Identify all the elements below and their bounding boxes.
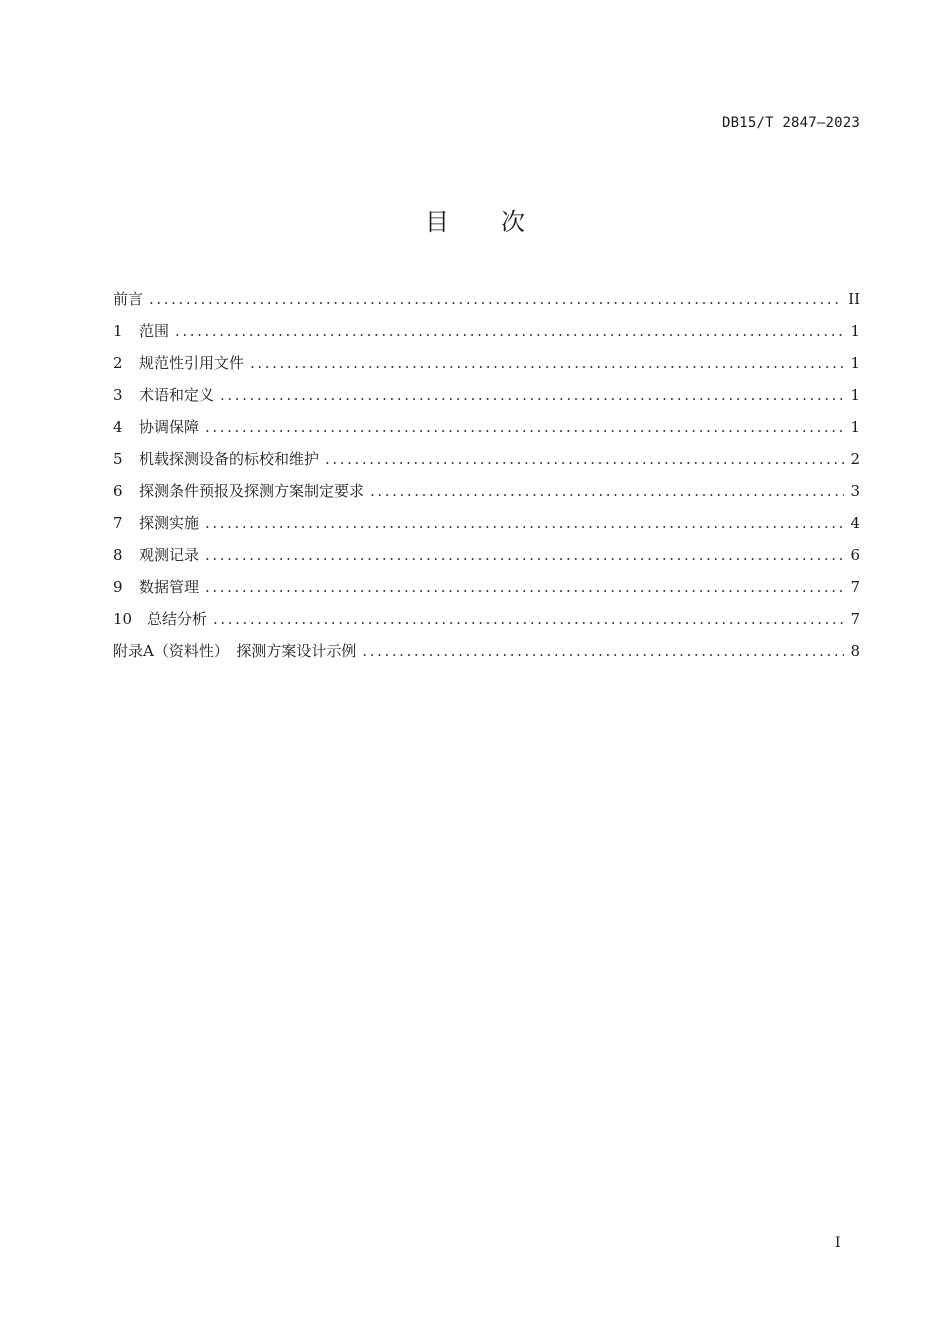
toc-entry-page: 1 xyxy=(850,386,860,404)
toc-entry-label: 协调保障 xyxy=(139,418,200,436)
toc-entry-page: 7 xyxy=(850,578,860,596)
toc-leader-dots xyxy=(205,510,844,536)
toc-entry-label: 规范性引用文件 xyxy=(139,354,245,372)
toc-title xyxy=(0,202,950,237)
toc-entry-foreword[interactable] xyxy=(113,286,860,318)
toc-leader-dots xyxy=(220,382,844,408)
toc-entry-label: 前言 xyxy=(113,290,144,308)
toc-entry-label: 范围 xyxy=(139,322,170,340)
toc-title-part2: 次 xyxy=(501,208,525,236)
toc-entry-label: 探测实施 xyxy=(139,514,200,532)
toc-entry-label: 术语和定义 xyxy=(139,386,215,404)
toc-entry-page: 3 xyxy=(850,482,860,500)
page-number: I xyxy=(835,1235,841,1251)
toc-entry-number: 2 xyxy=(113,354,123,372)
toc-entry-number: 3 xyxy=(113,386,123,404)
toc-leader-dots xyxy=(175,318,844,344)
toc-leader-dots xyxy=(149,286,842,312)
toc-leader-dots xyxy=(325,446,844,472)
standard-code: DB15/T 2847—2023 xyxy=(721,115,860,131)
toc-leader-dots xyxy=(250,350,844,376)
toc-entry-page: II xyxy=(848,290,860,308)
toc-entry-3[interactable] xyxy=(113,382,860,414)
toc-entry-6[interactable] xyxy=(113,478,860,510)
toc-entry-label: 探测条件预报及探测方案制定要求 xyxy=(139,482,365,500)
toc-entry-label: 附录A（资料性） 探测方案设计示例 xyxy=(113,642,357,660)
toc-entry-page: 8 xyxy=(850,642,860,660)
toc-entry-number: 6 xyxy=(113,482,123,500)
toc-entry-label: 数据管理 xyxy=(139,578,200,596)
toc-entry-number: 8 xyxy=(113,546,123,564)
toc-entry-label: 总结分析 xyxy=(147,610,208,628)
toc-entry-1[interactable] xyxy=(113,318,860,350)
toc-entry-label: 观测记录 xyxy=(139,546,200,564)
toc-entry-page: 4 xyxy=(850,514,860,532)
toc-entry-label: 机载探测设备的标校和维护 xyxy=(139,450,320,468)
toc-entry-5[interactable] xyxy=(113,446,860,478)
toc-list xyxy=(113,286,860,670)
toc-leader-dots xyxy=(205,414,844,440)
toc-leader-dots xyxy=(205,574,844,600)
toc-entry-number: 9 xyxy=(113,578,123,596)
toc-entry-number: 4 xyxy=(113,418,123,436)
toc-entry-7[interactable] xyxy=(113,510,860,542)
toc-entry-page: 2 xyxy=(850,450,860,468)
toc-entry-number: 10 xyxy=(113,610,133,628)
toc-leader-dots xyxy=(370,478,844,504)
toc-leader-dots xyxy=(213,606,844,632)
toc-entry-2[interactable] xyxy=(113,350,860,382)
toc-title-part1: 目 xyxy=(425,208,449,236)
toc-leader-dots xyxy=(362,638,844,664)
toc-entry-number: 1 xyxy=(113,322,123,340)
toc-entry-page: 1 xyxy=(850,322,860,340)
toc-entry-page: 1 xyxy=(850,418,860,436)
toc-leader-dots xyxy=(205,542,844,568)
toc-entry-4[interactable] xyxy=(113,414,860,446)
toc-entry-10[interactable] xyxy=(113,606,860,638)
toc-entry-9[interactable] xyxy=(113,574,860,606)
toc-entry-appendix-a[interactable] xyxy=(113,638,860,670)
toc-entry-page: 7 xyxy=(850,610,860,628)
toc-entry-number: 5 xyxy=(113,450,123,468)
toc-entry-8[interactable] xyxy=(113,542,860,574)
toc-entry-page: 1 xyxy=(850,354,860,372)
toc-entry-page: 6 xyxy=(850,546,860,564)
toc-entry-number: 7 xyxy=(113,514,123,532)
